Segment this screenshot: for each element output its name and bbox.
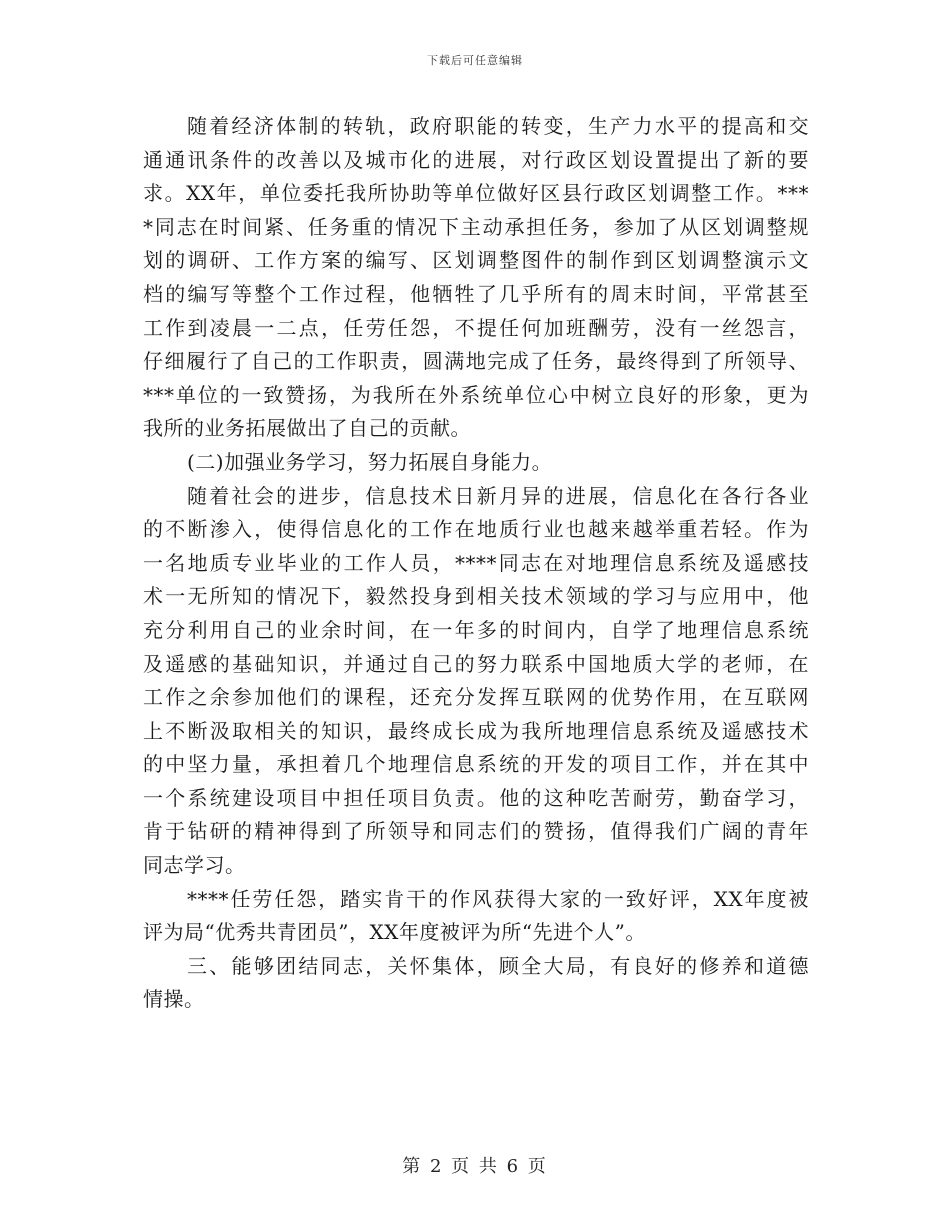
text-line: 同志学习。 (143, 853, 246, 878)
text-line: 评为局“优秀共青团员”，XX年度被评为所“先进个人”。 (143, 920, 646, 945)
text-line: 的不断渗入，使得信息化的工作在地质行业也越来越举重若轻。作为 (143, 517, 809, 542)
text-line: 一名地质专业毕业的工作人员，****同志在对地理信息系统及遥感技 (143, 550, 809, 575)
text-line: ***单位的一致赞扬，为我所在外系统单位心中树立良好的形象，更为 (143, 382, 809, 407)
text-line: 一个系统建设项目中担任项目负责。他的这种吃苦耐劳，勤奋学习， (143, 785, 809, 810)
page-number: 第 2 页 共 6 页 (402, 1156, 548, 1177)
text-line: 随着社会的进步，信息技术日新月异的进展，信息化在各行各业 (187, 483, 809, 508)
text-line: 随着经济体制的转轨，政府职能的转变，生产力水平的提高和交 (187, 114, 809, 138)
paragraph-1 (143, 110, 809, 446)
text-line: 仔细履行了自己的工作职责，圆满地完成了任务，最终得到了所领导、 (143, 349, 809, 374)
section-heading: (二)加强业务学习，努力拓展自身能力。 (187, 449, 553, 474)
text-line: 三、能够团结同志，关怀集体，顾全大局，有良好的修养和道德 (187, 953, 809, 978)
text-line: 求。XX年，单位委托我所协助等单位做好区县行政区划调整工作。*** (143, 181, 809, 206)
text-line: 上不断汲取相关的知识，最终成长成为我所地理信息系统及遥感技术 (143, 718, 809, 743)
paragraph-4 (143, 883, 809, 950)
text-line: 肯于钻研的精神得到了所领导和同志们的赞扬，值得我们广阔的青年 (143, 819, 809, 844)
paragraph-5 (143, 950, 809, 1017)
text-line: 通通讯条件的改善以及城市化的进展，对行政区划设置提出了新的要 (143, 147, 809, 172)
text-line: 划的调研、工作方案的编写、区划调整图件的制作到区划调整演示文 (143, 248, 809, 273)
text-line: 工作到凌晨一二点，任劳任怨，不提任何加班酬劳，没有一丝怨言， (143, 315, 809, 340)
page-header-note: 下载后可任意编辑 (427, 54, 523, 67)
text-line: 充分利用自己的业余时间，在一年多的时间内，自学了地理信息系统 (143, 617, 809, 642)
text-line: 术一无所知的情况下，毅然投身到相关技术领域的学习与应用中，他 (143, 584, 809, 609)
paragraph-3 (143, 480, 809, 883)
section-heading-2 (143, 446, 809, 480)
text-line: 我所的业务拓展做出了自己的贡献。 (143, 416, 471, 441)
text-line: 及遥感的基础知识，并通过自己的努力联系中国地质大学的老师，在 (143, 651, 809, 676)
text-line: 工作之余参加他们的课程，还充分发挥互联网的优势作用，在互联网 (143, 685, 809, 710)
text-line: 情操。 (143, 987, 205, 1012)
document-body (143, 110, 809, 1017)
text-line: ****任劳任怨，踏实肯干的作风获得大家的一致好评，XX年度被 (187, 886, 809, 911)
text-line: 的中坚力量，承担着几个地理信息系统的开发的项目工作，并在其中 (143, 752, 809, 777)
text-line: *同志在时间紧、任务重的情况下主动承担任务，参加了从区划调整规 (143, 214, 809, 239)
text-line: 档的编写等整个工作过程，他牺牲了几乎所有的周末时间，平常甚至 (143, 281, 809, 306)
